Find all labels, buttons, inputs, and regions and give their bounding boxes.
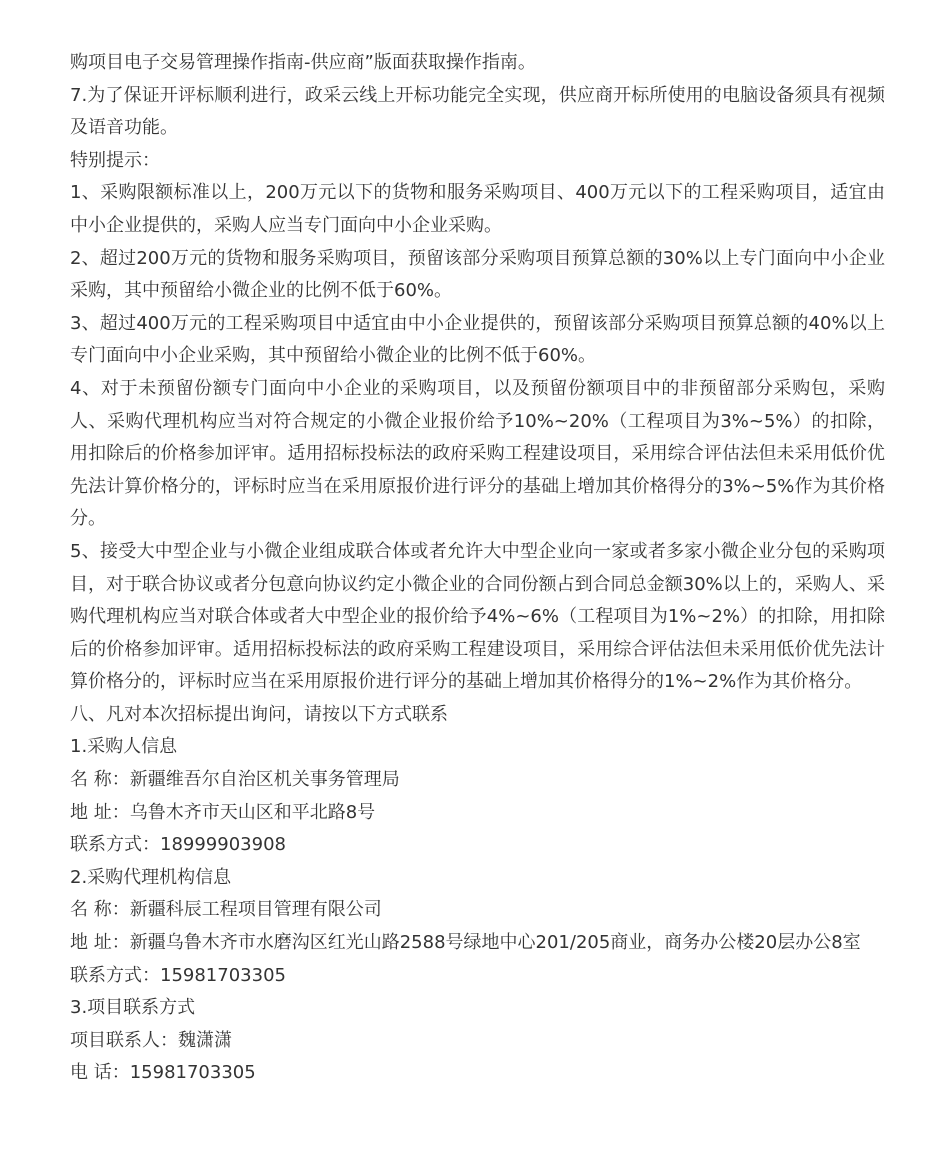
equipment-requirement: 7.为了保证开评标顺利进行，政采云线上开标功能完全实现，供应商开标所使用的电脑设备须具有视频及语音功能。 bbox=[70, 84, 885, 139]
purchaser-info-heading: 1.采购人信息 bbox=[70, 736, 178, 758]
document-body bbox=[70, 0, 885, 1090]
agency-phone: 联系方式：15981703305 bbox=[70, 964, 286, 986]
purchaser-address: 地 址：乌鲁木齐市天山区和平北路8号 bbox=[70, 801, 376, 823]
agency-address: 地 址：新疆乌鲁木齐市水磨沟区红光山路2588号绿地中心201/205商业，商务办公楼20层办公8室 bbox=[70, 932, 861, 954]
purchaser-phone: 联系方式：18999903908 bbox=[70, 834, 286, 856]
special-notice-heading: 特别提示： bbox=[70, 149, 160, 171]
purchaser-name: 名 称：新疆维吾尔自治区机关事务管理局 bbox=[70, 769, 400, 791]
notice-item-5: 5、接受大中型企业与小微企业组成联合体或者允许大中型企业向一家或者多家小微企业分包的采购项目，对于联合协议或者分包意向协议约定小微企业的合同份额占到合同总金额30%以上的，采购人、采购代理机构应当对联合体或者大中型企业的报价给予4%~6%（工程项目为1%~2%）的扣除，用扣除后的价格参加评审。适用招标投标法的政府采购工程建设项目，采用综合评估法但未采用低价优先法计算价格分的，评标时应当在采用原报价进行评分的基础上增加其价格得分的1%~2%作为其价格分。 bbox=[70, 540, 885, 693]
project-contact-heading: 3.项目联系方式 bbox=[70, 997, 196, 1019]
notice-item-3: 3、超过400万元的工程采购项目中适宜由中小企业提供的，预留该部分采购项目预算总额的40%以上专门面向中小企业采购，其中预留给小微企业的比例不低于60%。 bbox=[70, 312, 885, 367]
agency-info-heading: 2.采购代理机构信息 bbox=[70, 866, 232, 888]
notice-item-2: 2、超过200万元的货物和服务采购项目，预留该部分采购项目预算总额的30%以上专门面向中小企业采购，其中预留给小微企业的比例不低于60%。 bbox=[70, 247, 885, 302]
guide-source-note: 购项目电子交易管理操作指南-供应商”版面获取操作指南。 bbox=[70, 52, 536, 73]
project-contact-person: 项目联系人：魏潇潇 bbox=[70, 1029, 232, 1051]
agency-name: 名 称：新疆科辰工程项目管理有限公司 bbox=[70, 899, 382, 921]
notice-item-1: 1、采购限额标准以上，200万元以下的货物和服务采购项目、400万元以下的工程采购项目，适宜由中小企业提供的，采购人应当专门面向中小企业采购。 bbox=[70, 182, 885, 236]
project-contact-phone: 电 话：15981703305 bbox=[70, 1062, 256, 1084]
contact-section-heading: 八、凡对本次招标提出询问，请按以下方式联系 bbox=[70, 703, 448, 725]
notice-item-4: 4、对于未预留份额专门面向中小企业的采购项目，以及预留份额项目中的非预留部分采购包，采购人、采购代理机构应当对符合规定的小微企业报价给予10%~20%（工程项目为3%~5%）的扣除，用扣除后的价格参加评审。适用招标投标法的政府采购工程建设项目，采用综合评估法但未采用低价优先法计算价格分的，评标时应当在采用原报价进行评分的基础上增加其价格得分的3%~5%作为其价格分。 bbox=[70, 377, 885, 530]
